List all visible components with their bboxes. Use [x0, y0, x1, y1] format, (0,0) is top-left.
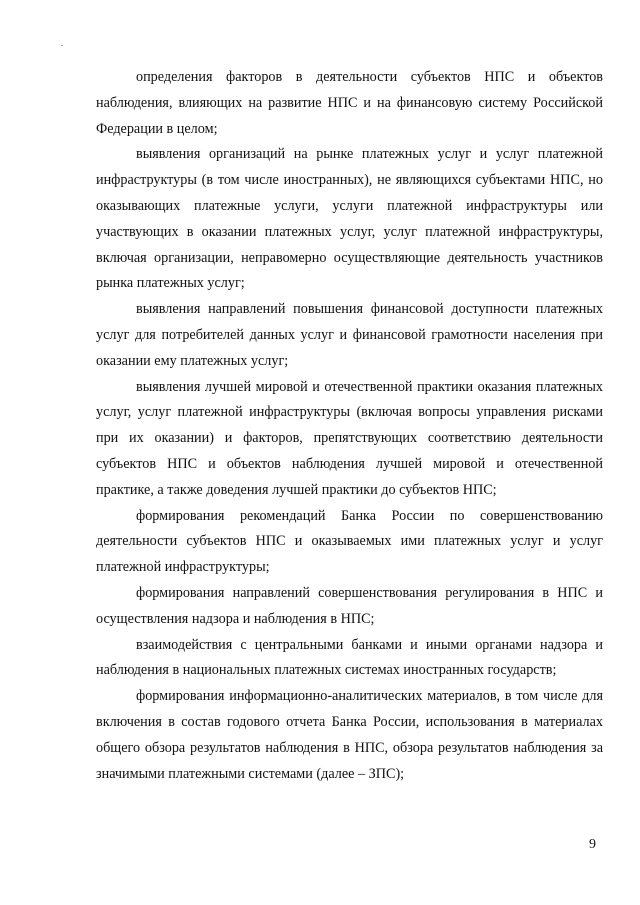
paragraph-recommendations: формирования рекомендаций Банка России по совершенствованию деятельности субъектов НПС и оказываемых ими платежных услуг и услуг платежной инфраструктуры; — [96, 507, 603, 576]
paragraph-regulation-directions: формирования направлений совершенствования регулирования в НПС и осуществления надзора и наблюдения в НПС; — [96, 584, 603, 627]
paragraph-identify-organizations: выявления организаций на рынке платежных услуг и услуг платежной инфраструктуры (в том числе иностранных), не являющихся субъектами НПС, но оказывающих платежные услуги, услуги платежной инфраструктуры или участвующих в оказании платежных услуг, услуг платежной инфраструктуры, включая организации, неправомерно осуществляющие деятельность участников рынка платежных услуг; — [96, 146, 603, 292]
page-number: 9 — [589, 837, 596, 852]
paragraph-central-banks-cooperation: взаимодействия с центральными банками и иными органами надзора и наблюдения в национальных платежных системах иностранных государств; — [96, 636, 603, 679]
paragraph-financial-accessibility: выявления направлений повышения финансовой доступности платежных услуг для потребителей данных услуг и финансовой грамотности населения при оказании ему платежных услуг; — [96, 301, 603, 369]
scan-speck — [61, 45, 63, 46]
paragraph-best-practice: выявления лучшей мировой и отечественной практики оказания платежных услуг, услуг платежной инфраструктуры (включая вопросы управления рисками при их оказании) и факторов, препятствующих соответствию деятельности субъектов НПС и объектов наблюдения лучшей мировой и отечественной практике, а также доведения лучшей практики до субъектов НПС; — [96, 378, 603, 498]
paragraph-factors: определения факторов в деятельности субъектов НПС и объектов наблюдения, влияющих на развитие НПС и на финансовую систему Российской Федерации в целом; — [96, 69, 603, 137]
document-body — [96, 65, 603, 787]
paragraph-analytical-materials: формирования информационно-аналитических материалов, в том числе для включения в состав годового отчета Банка России, использования в материалах общего обзора результатов наблюдения в НПС, обзора результатов наблюдения за значимыми платежными системами (далее – ЗПС); — [96, 688, 603, 782]
